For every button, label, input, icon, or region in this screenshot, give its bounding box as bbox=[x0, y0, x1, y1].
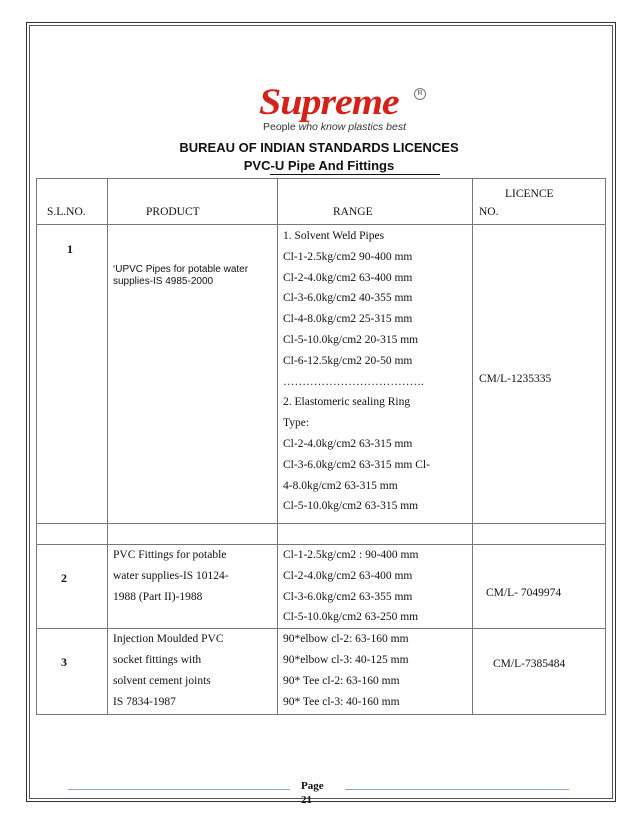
row2-licence-cell bbox=[473, 545, 606, 629]
supreme-logo bbox=[257, 80, 427, 140]
table-header-row bbox=[37, 179, 606, 225]
subtitle-underline bbox=[270, 174, 440, 175]
row3-product-cell bbox=[108, 629, 278, 715]
licences-table bbox=[36, 178, 606, 715]
page-label-text: Page bbox=[301, 780, 324, 792]
row1-product-cell bbox=[108, 225, 278, 524]
row2-slno: 2 bbox=[61, 571, 67, 585]
table-spacer-row bbox=[37, 524, 606, 545]
page-number bbox=[301, 779, 324, 807]
row1-slno: 1 bbox=[67, 242, 73, 256]
registered-mark: R bbox=[414, 88, 426, 100]
row2-licence: CM/L- 7049974 bbox=[486, 587, 562, 599]
row1-licence: CM/L-1235335 bbox=[479, 373, 552, 385]
document-title: BUREAU OF INDIAN STANDARDS LICENCES bbox=[179, 140, 459, 155]
row3-range-cell bbox=[278, 629, 473, 715]
header-licence: LICENCE NO. bbox=[473, 179, 606, 225]
logo-tagline-b: who know plastics best bbox=[298, 121, 407, 133]
row1-product: ‘UPVC Pipes for potable water supplies-IS 4985-2000 bbox=[113, 264, 249, 287]
logo-tagline-a: People bbox=[263, 121, 296, 133]
document-subtitle: PVC-U Pipe And Fittings bbox=[243, 158, 395, 173]
row2-product: PVC Fittings for potable water supplies-IS 10124- 1988 (Part II)-1988 bbox=[113, 549, 229, 603]
row1-range: 1. Solvent Weld Pipes Cl-1-2.5kg/cm2 90-400 mm Cl-2-4.0kg/cm2 63-400 mm Cl-3-6.0kg/cm2 40-355 mm Cl-4-8.0kg/cm2 25-315 mm Cl-5-10.0kg/cm2 20-315 mm Cl-6-12.5kg/cm2 20-50 mm ………………………………. 2. Elastomeric sealing Ring Type: Cl-2-4.0kg/cm2 63-315 mm Cl-3-6.0kg/cm2 63-315 mm Cl- 4-8.0kg/cm2 63-315 mm Cl-5-10.0kg/cm2 63-315 mm bbox=[283, 230, 430, 513]
row3-slno: 3 bbox=[61, 655, 67, 670]
row3-range: 90*elbow cl-2: 63-160 mm 90*elbow cl-3: 40-125 mm 90* Tee cl-2: 63-160 mm 90* Tee cl-3: 40-160 mm bbox=[283, 633, 409, 708]
header-product: PRODUCT bbox=[108, 179, 278, 225]
row1-licence-cell bbox=[473, 225, 606, 524]
logo-wordmark: Supreme bbox=[259, 80, 399, 123]
row1-range-cell bbox=[278, 225, 473, 524]
footer-rule-right bbox=[345, 789, 569, 790]
footer-rule-left bbox=[68, 789, 290, 790]
row3-licence-cell bbox=[473, 629, 606, 715]
row3-slno-cell bbox=[37, 629, 108, 715]
row2-slno-cell bbox=[37, 545, 108, 629]
page-number-value: 21 bbox=[301, 794, 312, 806]
header-slno: S.L.NO. bbox=[37, 179, 108, 225]
logo-tagline bbox=[263, 121, 406, 133]
row2-range-cell bbox=[278, 545, 473, 629]
table-row bbox=[37, 225, 606, 524]
header-range: RANGE bbox=[278, 179, 473, 225]
row2-range: Cl-1-2.5kg/cm2 : 90-400 mm Cl-2-4.0kg/cm2 63-400 mm Cl-3-6.0kg/cm2 63-355 mm Cl-5-10.0kg/cm2 63-250 mm bbox=[283, 549, 419, 624]
row3-product: Injection Moulded PVC socket fittings with solvent cement joints IS 7834-1987 bbox=[113, 633, 224, 708]
row2-product-cell bbox=[108, 545, 278, 629]
row1-slno-cell bbox=[37, 225, 108, 524]
table-row bbox=[37, 629, 606, 715]
table-row bbox=[37, 545, 606, 629]
row3-licence: CM/L-7385484 bbox=[493, 658, 566, 671]
